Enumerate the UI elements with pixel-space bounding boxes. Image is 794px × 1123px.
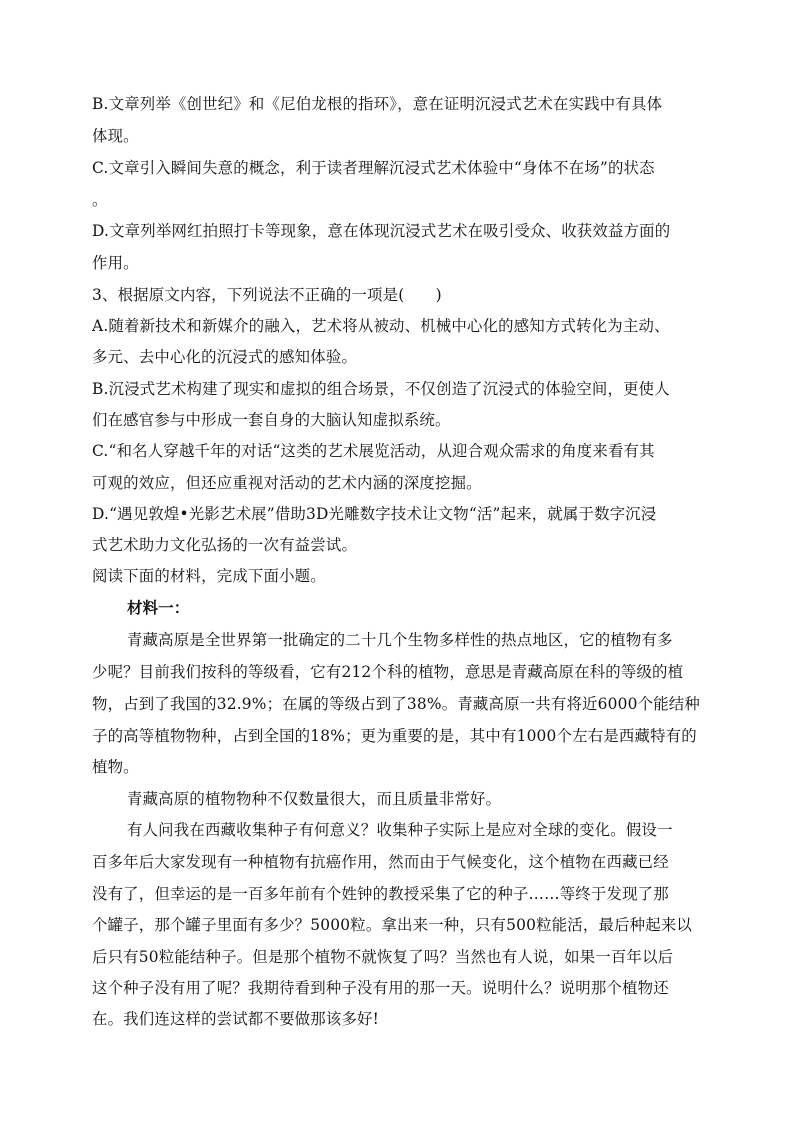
q3-option-a-line-1: A.随着新技术和新媒介的融入，艺术将从被动、机械中心化的感知方式转化为主动、 [92, 317, 670, 335]
paragraph-2: 青藏高原的植物物种不仅数量很大，而且质量非常好。 [127, 790, 502, 808]
q3-option-c-line-2: 可观的效应，但还应重视对活动的艺术内涵的深度挖掘。 [92, 474, 482, 492]
material-heading: 材料一： [127, 599, 190, 617]
q3-option-d-line-2: 式艺术助力文化弘扬的一次有益尝试。 [92, 536, 358, 554]
reading-instruction: 阅读下面的材料，完成下面小题。 [92, 567, 326, 585]
q3-option-b-line-1: B.沉浸式艺术构建了现实和虚拟的组合场景，不仅创造了沉浸式的体验空间，更使人 [92, 380, 670, 398]
paragraph-1-line-4: 子的高等植物物种，占到全国的18%；更为重要的是，其中有1000个左右是西藏特有的 [92, 727, 697, 745]
paragraph-3-line-7: 在。我们连这样的尝试都不要做那该多好! [92, 1010, 380, 1028]
paragraph-1-line-5: 植物。 [92, 758, 139, 776]
paragraph-3-line-6: 这个种子没有用了呢？我期待看到种子没有用的那一天。说明什么？说明那个植物还 [92, 979, 669, 997]
paragraph-1-line-1: 青藏高原是全世界第一批确定的二十几个生物多样性的热点地区，它的植物有多 [127, 631, 673, 649]
option-b-line-2: 体现。 [92, 127, 139, 145]
q3-option-c-line-1: C.“和名人穿越千年的对话“这类的艺术展览活动，从迎合观众需求的角度来看有其 [92, 442, 655, 460]
paragraph-1-line-3: 物，占到了我国的32.9%；在属的等级占到了38%。青藏高原一共有将近6000个能结种 [92, 695, 700, 713]
option-b-line-1: B.文章列举《创世纪》和《尼伯龙根的指环》，意在证明沉浸式艺术在实践中有具体 [92, 95, 663, 113]
paragraph-3-line-5: 后只有50粒能结种子。但是那个植物不就恢复了吗？当然也有人说，如果一百年以后 [92, 948, 674, 966]
question-3: 3、根据原文内容，下列说法不正确的一项是( ) [92, 286, 442, 304]
q3-option-d-line-1: D.“遇见敦煌•光影艺术展”借助3D光雕数字技术让文物“活”起来，就属于数字沉浸 [92, 505, 657, 523]
paragraph-3-line-1: 有人问我在西藏收集种子有何意义？收集种子实际上是应对全球的变化。假设一 [127, 821, 673, 839]
q3-option-a-line-2: 多元、去中心化的沉浸式的感知体验。 [92, 348, 358, 366]
option-d-line-2: 作用。 [92, 254, 139, 272]
option-d-line-1: D.文章列举网红拍照打卡等现象，意在体现沉浸式艺术在吸引受众、收获效益方面的 [92, 222, 671, 240]
paragraph-3-line-3: 没有了，但幸运的是一百多年前有个姓钟的教授采集了它的种子……等终于发现了那 [92, 885, 669, 903]
q3-option-b-line-2: 们在感官参与中形成一套自身的大脑认知虚拟系统。 [92, 411, 451, 429]
paragraph-3-line-2: 百多年后大家发现有一种植物有抗癌作用，然而由于气候变化，这个植物在西藏已经 [92, 853, 669, 871]
paragraph-3-line-4: 个罐子，那个罐子里面有多少？5000粒。拿出来一种，只有500粒能活，最后种起来以 [92, 916, 693, 934]
paragraph-1-line-2: 少呢？目前我们按科的等级看，它有212个科的植物，意思是青藏高原在科的等级的植 [92, 663, 684, 681]
option-c-line-2: 。 [92, 191, 108, 209]
option-c-line-1: C.文章引入瞬间失意的概念，利于读者理解沉浸式艺术体验中“身体不在场”的状态 [92, 159, 655, 177]
